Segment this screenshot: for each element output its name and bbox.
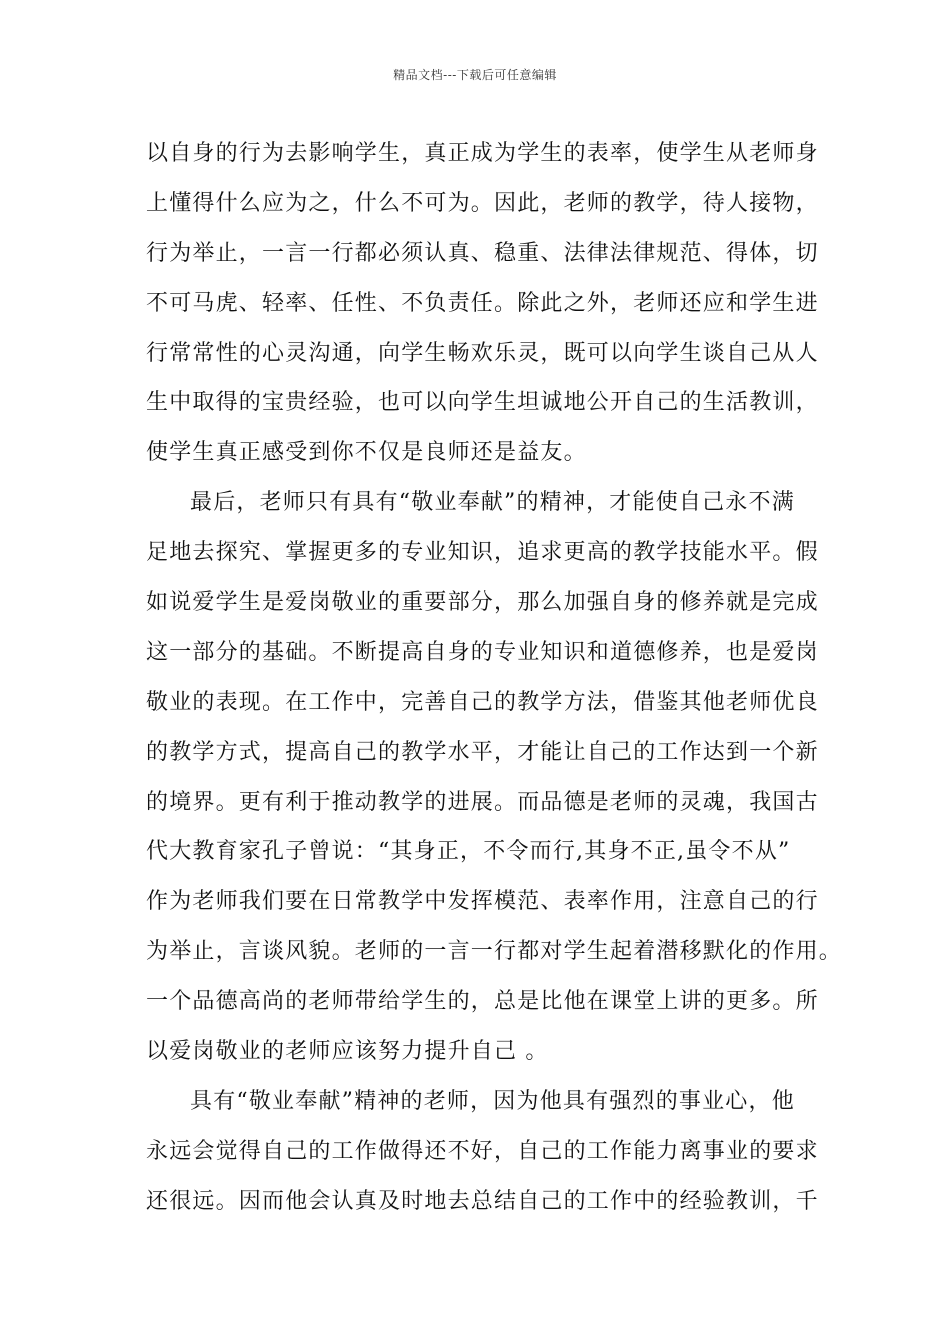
text-line: 上懂得什么应为之，什么不可为。因此，老师的教学，待人接物， [146, 190, 819, 216]
text-line: 作为老师我们要在日常教学中发挥模范、表率作用，注意自己的行 [146, 889, 819, 915]
paragraph-start-line: 最后，老师只有具有“敬业奉献”的精神，才能使自己永不满 [190, 490, 795, 516]
text-line: 如说爱学生是爱岗敬业的重要部分，那么加强自身的修养就是完成 [146, 590, 819, 616]
text-line: 的境界。更有利于推动教学的进展。而品德是老师的灵魂，我国古 [146, 789, 819, 815]
text-line: 为举止，言谈风貌。老师的一言一行都对学生起着潜移默化的作用。 [146, 939, 843, 965]
text-line: 不可马虎、轻率、任性、不负责任。除此之外，老师还应和学生进 [146, 290, 819, 316]
paragraph-start-line: 具有“敬业奉献”精神的老师，因为他具有强烈的事业心，他 [190, 1088, 795, 1114]
text-line: 行常常性的心灵沟通，向学生畅欢乐灵，既可以向学生谈自己从人 [146, 340, 819, 366]
text-line: 的教学方式，提高自己的教学水平，才能让自己的工作达到一个新 [146, 739, 819, 765]
text-line: 一个品德高尚的老师带给学生的，总是比他在课堂上讲的更多。所 [146, 989, 819, 1015]
text-line: 生中取得的宝贵经验，也可以向学生坦诚地公开自己的生活教训， [146, 390, 819, 416]
text-line: 代大教育家孔子曾说：“其身正，不令而行,其身不正,虽令不从” [146, 839, 791, 865]
text-line: 足地去探究、掌握更多的专业知识，追求更高的教学技能水平。假 [146, 540, 819, 566]
text-line: 还很远。因而他会认真及时地去总结自己的工作中的经验教训，千 [146, 1188, 819, 1214]
text-line: 永远会觉得自己的工作做得还不好，自己的工作能力离事业的要求 [146, 1138, 819, 1164]
text-line: 使学生真正感受到你不仅是良师还是益友。 [146, 440, 587, 466]
text-line: 以自身的行为去影响学生，真正成为学生的表率，使学生从老师身 [146, 141, 819, 166]
page-header: 精品文档---下载后可任意编辑 [393, 68, 557, 82]
text-line: 以爱岗敬业的老师应该努力提升自己 。 [146, 1039, 549, 1065]
text-line: 敬业的表现。在工作中，完善自己的教学方法，借鉴其他老师优良 [146, 689, 819, 715]
text-line: 行为举止，一言一行都必须认真、稳重、法律法律规范、得体，切 [146, 240, 819, 266]
text-line: 这一部分的基础。不断提高自身的专业知识和道德修养，也是爱岗 [146, 639, 819, 665]
document-body [146, 129, 843, 1227]
